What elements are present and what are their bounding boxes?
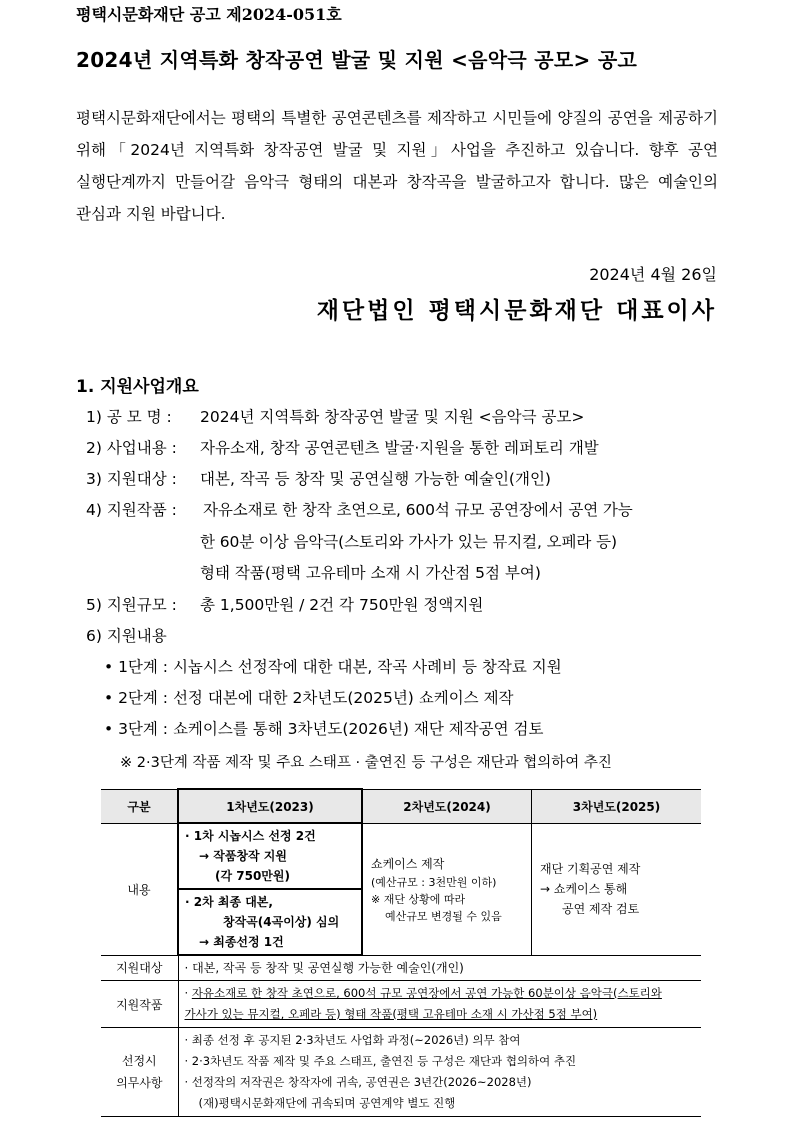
year1-step2-line1: · 2차 최종 대본, — [185, 895, 273, 909]
row-label-content: 내용 — [101, 823, 178, 955]
section-heading-overview: 1. 지원사업개요 — [76, 377, 199, 397]
year2-line3: ※ 재단 상황에 따라 — [371, 892, 466, 906]
overview-text-2: 자유소재, 창작 공연콘텐츠 발굴·지원을 통한 레퍼토리 개발 — [200, 439, 599, 457]
overview-label-2: 2) 사업내용 : — [86, 439, 177, 457]
year2-line2: (예산규모 : 3천만원 이하) — [371, 875, 497, 889]
page-title: 2024년 지역특화 창작공연 발굴 및 지원 <음악극 공모> 공고 — [76, 48, 638, 72]
year1-step2-line3: → 최종선정 1건 — [199, 935, 284, 949]
year1-step2-line2: 창작곡(4곡이상) 심의 — [223, 915, 340, 929]
duty-label-line2: 의무사항 — [116, 1076, 163, 1090]
stage-2-item: • 2단계 : 선정 대본에 대한 2차년도(2025년) 쇼케이스 제작 — [104, 689, 514, 707]
year3-line3: 공연 제작 검토 — [562, 902, 640, 916]
overview-text-1: 2024년 지역특화 창작공연 발굴 및 지원 <음악극 공모> — [200, 408, 585, 426]
notice-number: 평택시문화재단 공고 제2024-051호 — [76, 5, 342, 24]
duty-line3: · 선정작의 저작권은 창작자에 귀속, 공연권은 3년간(2026~2028년) — [184, 1075, 532, 1089]
duty-line4: (재)평택시문화재단에 귀속되며 공연계약 별도 진행 — [198, 1096, 456, 1110]
overview-label-6: 6) 지원내용 — [86, 627, 167, 645]
header-category: 구분 — [101, 789, 178, 823]
row-label-works: 지원작품 — [101, 981, 178, 1028]
year3-cell — [532, 823, 702, 955]
year2-cell — [362, 823, 532, 955]
year2-line1: 쇼케이스 제작 — [371, 856, 445, 871]
stage-3-item: • 3단계 : 쇼케이스를 통해 3차년도(2026년) 재단 제작공연 검토 — [104, 720, 544, 738]
overview-text-4b: 한 60분 이상 음악극(스토리와 가사가 있는 뮤지컬, 오페라 등) — [200, 533, 617, 551]
overview-text-5: 총 1,500만원 / 2건 각 750만원 정액지원 — [200, 596, 484, 614]
header-year-3: 3차년도(2025) — [532, 789, 702, 823]
schedule-table: 구분 1차년도(2023) 2차년도(2024) 3차년도(2025) 내용 · 1차 시놉시스 선정 2건 → 작품창작 지원 (각 750만원) 쇼케이스 제작 (예산규모 : 3천만원 이하) ※ 재단 상황에 따라 예산규모 변경될 수 있음 재단 기획공연 제작 → 쇼케이스 통해 공연 제작 검토 · 2차 최종 대본, 창작곡(4곡이상) 심의 → 최종선정 1건 지원대상 · 대본, 작곡 등 창작 및 공연실행 가능한 예술인(개인) 지원작품 · 자유소재로 한 창작 초연으로, 600석 규모 공연장에서 공연 가능한 60분이상 음악극(스토리와 가사가 있는 뮤지컬, 오페라 등) 형태 작품(평택 고유테마 소재 시 가산점 5점 부여) 선정시 의무사항 · 최종 선정 후 공지된 2·3차년도 사업화 과정(~2026년) 의무 참여 · 2·3차년도 작품 제작 및 주요 스태프, 출연진 등 구성은 재단과 협의하여 추진 · 선정작의 저작권은 창작자에 귀속, 공연권은 3년간(2026~2028년) (재)평택시문화재단에 귀속되며 공연계약 별도 진행 — [101, 788, 701, 1117]
year3-line1: 재단 기획공연 제작 — [540, 862, 641, 876]
overview-label-4: 4) 지원작품 : — [86, 501, 177, 519]
target-text: · 대본, 작곡 등 창작 및 공연실행 가능한 예술인(개인) — [178, 955, 701, 981]
row-label-target: 지원대상 — [101, 955, 178, 981]
row-label-duty — [101, 1028, 178, 1117]
stage-note: ※ 2·3단계 작품 제작 및 주요 스태프 · 출연진 등 구성은 재단과 협의하여 추진 — [120, 755, 612, 771]
stage-1-item: • 1단계 : 시놉시스 선정작에 대한 대본, 작곡 사례비 등 창작료 지원 — [104, 658, 562, 676]
header-year-1: 1차년도(2023) — [178, 789, 362, 823]
year3-line2: → 쇼케이스 통해 — [540, 882, 628, 896]
duty-line1: · 최종 선정 후 공지된 2·3차년도 사업화 과정(~2026년) 의무 참여 — [184, 1033, 521, 1047]
year1-step1-line3: (각 750만원) — [215, 869, 290, 883]
year1-step1-line2: → 작품창작 지원 — [199, 849, 287, 863]
duty-line2: · 2·3차년도 작품 제작 및 주요 스태프, 출연진 등 구성은 재단과 협의하여 추진 — [184, 1054, 577, 1068]
year2-line4: 예산규모 변경될 수 있음 — [385, 909, 502, 923]
overview-text-4c: 형태 작품(평택 고유테마 소재 시 가산점 5점 부여) — [200, 564, 541, 582]
announcement-date: 2024년 4월 26일 — [589, 265, 717, 284]
overview-label-3: 3) 지원대상 : — [86, 470, 177, 488]
duty-label-line1: 선정시 — [121, 1054, 157, 1068]
works-text-line1: 자유소재로 한 창작 초연으로, 600석 규모 공연장에서 공연 가능한 60분이상 음악극(스토리와 — [191, 986, 662, 1000]
overview-label-5: 5) 지원규모 : — [86, 596, 177, 614]
header-year-2: 2차년도(2024) — [362, 789, 532, 823]
intro-paragraph: 평택시문화재단에서는 평택의 특별한 공연콘텐츠를 제작하고 시민들에 양질의 공연을 제공하기 위해「2024년 지역특화 창작공연 발굴 및 지원」사업을 추진하고 있습니다. 향후 공연 실행단계까지 만들어갈 음악극 형태의 대본과 창작곡을 발굴하고자 합니다. 많은 예술인의 관심과 지원 바랍니다. — [76, 109, 718, 223]
overview-text-4: 자유소재로 한 창작 초연으로, 600석 규모 공연장에서 공연 가능 — [203, 501, 633, 519]
year1-step1-line1: · 1차 시놉시스 선정 2건 — [185, 829, 316, 843]
overview-text-3: 대본, 작곡 등 창작 및 공연실행 가능한 예술인(개인) — [200, 470, 551, 488]
works-text-line2: 가사가 있는 뮤지컬, 오페라 등) 형태 작품(평택 고유테마 소재 시 가산점 5점 부여) — [184, 1007, 598, 1021]
overview-label-1: 1) 공 모 명 : — [86, 408, 172, 426]
organization-signature: 재단법인 평택시문화재단 대표이사 — [316, 298, 717, 324]
